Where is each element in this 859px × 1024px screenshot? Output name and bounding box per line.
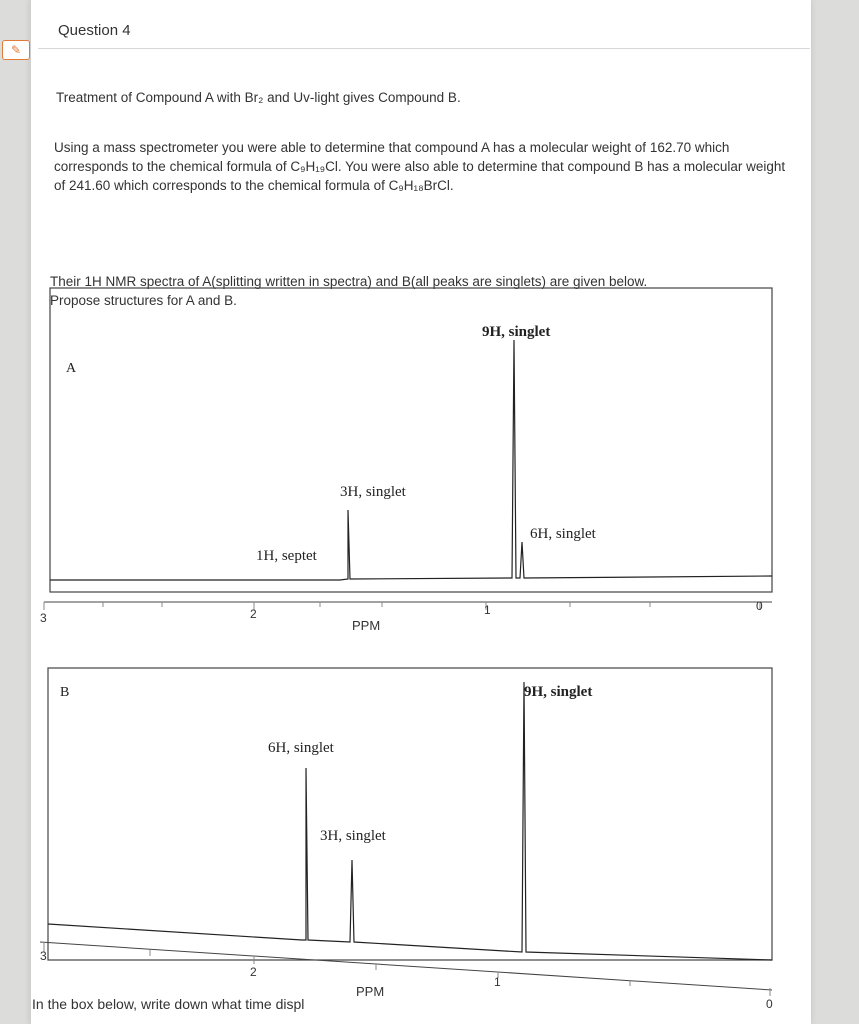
spectrum-b-tick-1: 1 (494, 975, 501, 989)
spectrum-b-label: B (60, 685, 70, 700)
spectrum-b-axis-title: PPM (356, 984, 385, 999)
peak-a-6h-label: 6H, singlet (530, 526, 596, 542)
peak-b-6h-label: 6H, singlet (268, 740, 334, 756)
spectrum-b-tick-0: 0 (766, 997, 773, 1011)
pencil-flag-icon[interactable]: ✎ (2, 40, 30, 60)
answer-instruction: In the box below, write down what time displ (32, 996, 305, 1012)
spectrum-b-tick-3: 3 (40, 949, 47, 963)
mass-spec-text: Using a mass spectrometer you were able to determine that compound A has a molecular weight of 162.70 which corresponds to the chemical formula of C₉H₁₉Cl. You were also able to determine that compound B has a molecular weight of 241.60 which corresponds to the chemical formula of C₉H₁₈BrCl. (54, 140, 786, 193)
spectrum-a-label: A (66, 361, 77, 376)
question-title: Question 4 (58, 22, 131, 39)
spectrum-a-tick-3: 3 (40, 611, 47, 625)
peak-a-septet-label: 1H, septet (256, 548, 317, 564)
spectrum-b-tick-2: 2 (250, 965, 257, 979)
intro-text: Treatment of Compound A with Br₂ and Uv-light gives Compound B. (56, 90, 461, 105)
peak-a-9h-label: 9H, singlet (482, 324, 551, 340)
nmr-spectrum-a (30, 280, 790, 640)
spectrum-a-axis-title: PPM (352, 618, 381, 633)
peak-b-3h-label: 3H, singlet (320, 828, 386, 844)
spectrum-a-tick-0: 0 (756, 599, 763, 613)
header-divider (38, 48, 810, 49)
nmr-intro-line-1: Their 1H NMR spectra of A(splitting written in spectra) and B(all peaks are singlets) are given below. (50, 274, 648, 289)
spectrum-b-trace (48, 682, 772, 960)
spectrum-a-trace (50, 340, 772, 580)
spectrum-b-frame (48, 668, 772, 960)
spectrum-a-frame (50, 288, 772, 592)
nmr-spectrum-b (30, 660, 790, 1020)
spectrum-a-tick-2: 2 (250, 607, 257, 621)
spectrum-a-tick-1: 1 (484, 603, 491, 617)
spectrum-b-axis (40, 942, 772, 990)
peak-a-3h-label: 3H, singlet (340, 484, 406, 500)
peak-b-9h-label: 9H, singlet (524, 684, 593, 700)
nmr-intro-line-2: Propose structures for A and B. (50, 293, 237, 308)
